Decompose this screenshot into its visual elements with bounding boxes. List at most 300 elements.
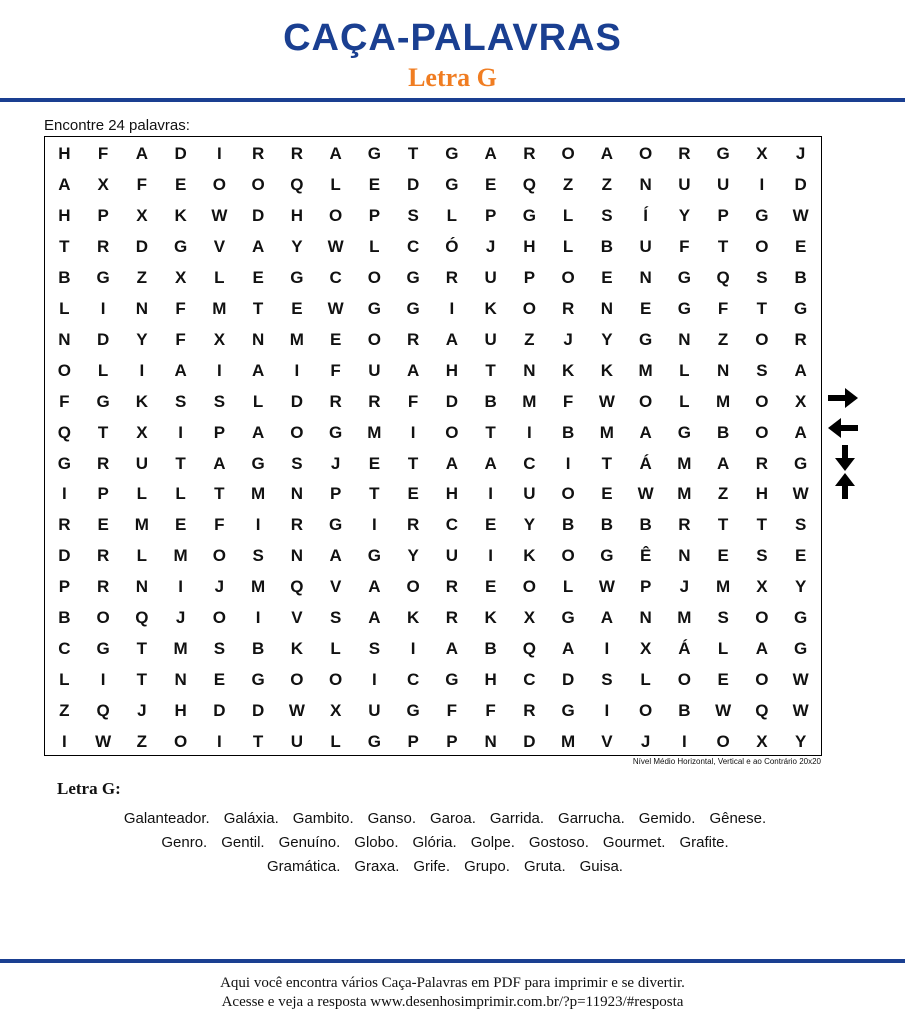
grid-cell: E (717, 546, 729, 566)
grid-cell: V (601, 732, 613, 752)
grid-cell: Á (639, 453, 652, 473)
grid-cell: A (484, 144, 497, 163)
grid-cell: O (251, 174, 265, 194)
grid-cell: L (59, 670, 70, 690)
grid-cell: O (755, 236, 769, 256)
page-title: CAÇA-PALAVRAS (283, 17, 622, 59)
grid-cell: I (759, 174, 765, 194)
grid-cell: R (445, 267, 459, 287)
grid-cell: T (252, 298, 264, 318)
grid-cell: P (523, 267, 536, 287)
grid-cell: A (561, 639, 575, 659)
grid-cell: O (174, 732, 188, 752)
grid-cell: G (639, 329, 653, 349)
grid-cell: N (523, 360, 536, 380)
grid-cell: G (445, 174, 459, 194)
grid-cell: X (329, 701, 342, 721)
grid-cell: Z (717, 484, 729, 504)
grid-cell: H (58, 144, 71, 163)
grid-cell: G (600, 546, 614, 566)
grid-cell: T (717, 236, 729, 256)
word-item: Graxa. (354, 858, 400, 875)
grid-cell: I (100, 670, 106, 690)
grid-cell: P (446, 732, 458, 752)
grid-cell: K (406, 608, 420, 628)
grid-cell: Q (755, 701, 769, 721)
grid-cell: G (716, 144, 730, 163)
grid-row (45, 200, 821, 231)
grid-row (45, 478, 821, 509)
grid-cell: J (175, 608, 186, 628)
word-item: Genuíno. (278, 834, 341, 851)
grid-cell: U (678, 174, 691, 194)
grid-row (45, 324, 821, 355)
word-item: Gramática. (267, 858, 341, 875)
grid-cell: X (756, 732, 768, 752)
grid-cell: H (445, 484, 459, 504)
grid-cell: E (213, 670, 226, 690)
grid-row (45, 664, 821, 695)
grid-cell: O (329, 205, 343, 225)
grid-cell: E (368, 174, 381, 194)
grid-cell: E (484, 577, 497, 597)
grid-cell: D (251, 701, 265, 721)
grid-cell: Q (290, 174, 304, 194)
grid-cell: Q (290, 577, 304, 597)
grid-cell: G (522, 205, 536, 225)
grid-cell: T (485, 360, 496, 380)
grid-cell: S (756, 360, 768, 380)
grid-cell: A (329, 546, 342, 566)
grid-cell: G (677, 298, 691, 318)
grid-cell: E (174, 515, 187, 535)
grid-cell: I (255, 608, 261, 628)
grid-cell: O (561, 144, 575, 163)
grid-cell: S (601, 670, 613, 690)
grid-cell: A (251, 422, 265, 442)
grid-cell: K (174, 205, 187, 225)
grid-cell: K (290, 639, 304, 659)
grid-cell: O (522, 577, 536, 597)
grid-cell: L (252, 391, 264, 411)
grid-cell: P (213, 422, 226, 442)
grid-cell: G (794, 453, 808, 473)
grid-cell: O (755, 422, 769, 442)
grid-cell: S (329, 608, 342, 628)
grid-cell: E (601, 484, 613, 504)
grid-cell: A (251, 236, 265, 256)
grid-cell: O (329, 670, 343, 690)
grid-cell: O (561, 267, 575, 287)
grid-cell: P (407, 732, 419, 752)
grid-cell: E (291, 298, 303, 318)
grid-cell: S (368, 639, 381, 659)
grid-cell: O (755, 329, 769, 349)
grid-cell: C (58, 639, 71, 659)
grid-cell: G (406, 701, 420, 721)
grid-cell: G (329, 422, 343, 442)
grid-cell: A (794, 422, 807, 442)
grid-cell: S (407, 205, 419, 225)
grid-cell: A (406, 360, 420, 380)
grid-cell: M (716, 577, 731, 597)
grid-cell: N (639, 174, 652, 194)
grid-cell: M (251, 484, 266, 504)
grid-cell: I (178, 577, 183, 597)
grid-cell: G (794, 298, 808, 318)
grid-cell: L (97, 360, 109, 380)
grid-cell: O (755, 670, 769, 690)
grid-cell: F (407, 391, 419, 411)
grid-cell: E (639, 298, 652, 318)
grid-cell: W (792, 670, 809, 690)
grid-cell: P (484, 205, 497, 225)
grid-cell: O (755, 608, 769, 628)
grid-cell: R (96, 236, 110, 256)
grid-cell: E (329, 329, 342, 349)
grid-cell: P (717, 205, 729, 225)
grid-cell: T (175, 453, 186, 473)
grid-cell: K (600, 360, 614, 380)
grid-cell: S (717, 608, 729, 628)
grid-row (45, 695, 821, 726)
grid-cell: L (136, 484, 148, 504)
grid-cell: A (445, 329, 459, 349)
grid-cell: N (716, 360, 730, 380)
grid-cell: O (96, 608, 110, 628)
grid-cell: W (327, 298, 344, 318)
grid-row (45, 571, 821, 602)
grid-cell: M (716, 391, 731, 411)
grid-cell: A (368, 577, 381, 597)
grid-cell: X (523, 608, 536, 628)
grid-cell: F (59, 391, 70, 411)
grid-cell: D (174, 144, 187, 163)
grid-cell: E (252, 267, 264, 287)
grid-cell: D (794, 174, 807, 194)
grid-cell: I (410, 639, 416, 659)
grid-cell: Y (794, 732, 807, 752)
grid-cell: Y (136, 329, 148, 349)
grid-row (45, 386, 821, 417)
grid-cell: C (406, 670, 420, 690)
grid-cell: T (252, 732, 264, 752)
grid-cell: P (97, 205, 109, 225)
grid-cell: F (679, 236, 690, 256)
grid-cell: E (97, 515, 109, 535)
grid-cell: F (214, 515, 225, 535)
grid-cell: U (484, 267, 497, 287)
grid-cell: Q (522, 174, 536, 194)
word-item: Guisa. (579, 858, 623, 875)
grid-cell: S (213, 639, 226, 659)
grid-cell: I (217, 360, 222, 380)
grid-cell: D (523, 732, 536, 752)
grid-cell: X (213, 329, 226, 349)
grid-cell: X (97, 174, 109, 194)
grid-row (45, 602, 821, 633)
grid-cell: Í (643, 205, 648, 225)
grid-cell: R (96, 577, 110, 597)
grid-cell: B (716, 422, 730, 442)
grid-cell: K (561, 360, 575, 380)
grid-cell: I (139, 360, 145, 380)
grid-cell: M (677, 453, 692, 473)
grid-cell: L (562, 205, 574, 225)
grid-cell: N (135, 577, 149, 597)
word-item: Gambito. (292, 810, 354, 827)
word-item: Garoa. (430, 810, 476, 827)
grid-cell: M (638, 360, 653, 380)
grid-cell: S (756, 267, 768, 287)
grid-cell: O (290, 670, 304, 690)
grid-cell: A (484, 453, 497, 473)
grid-cell: Á (678, 639, 691, 659)
grid-cell: X (639, 639, 652, 659)
grid-cell: M (173, 639, 188, 659)
word-item: Glória. (412, 834, 457, 851)
grid-cell: U (716, 174, 730, 194)
grid-row (45, 509, 821, 540)
footer-line-2: Acesse e veja a resposta www.desenhosimprimir.com.br/?p=11923/#resposta (221, 994, 684, 1010)
grid-cell: Q (716, 267, 730, 287)
grid-cell: K (135, 391, 149, 411)
grid-cell: U (523, 484, 536, 504)
bottom-divider (0, 959, 905, 963)
grid-cell: P (639, 577, 652, 597)
grid-cell: R (755, 453, 769, 473)
grid-cell: O (290, 422, 304, 442)
grid-row (45, 540, 821, 571)
grid-cell: R (290, 144, 304, 163)
grid-cell: R (251, 144, 265, 163)
grid-cell: L (446, 205, 458, 225)
grid-cell: L (330, 174, 341, 194)
grid-cell: I (100, 298, 106, 318)
grid-cell: S (291, 453, 303, 473)
grid-cell: T (407, 453, 419, 473)
grid-cell: A (329, 144, 342, 163)
grid-cell: I (217, 732, 222, 752)
grid-cell: L (562, 577, 574, 597)
grid-cell: W (327, 236, 344, 256)
grid-cell: U (135, 453, 149, 473)
grid-cell: I (527, 422, 532, 442)
grid-cell: P (58, 577, 71, 597)
grid-cell: V (329, 577, 342, 597)
grid-cell: G (96, 267, 110, 287)
grid-cell: E (407, 484, 419, 504)
grid-cell: M (561, 732, 576, 752)
grid-cell: G (96, 391, 110, 411)
grid-cell: E (794, 546, 807, 566)
grid-cell: W (288, 701, 305, 721)
grid-cell: M (134, 515, 149, 535)
grid-cell: O (445, 422, 459, 442)
grid-cell: C (523, 670, 536, 690)
grid-row (45, 262, 821, 293)
grid-cell: H (290, 205, 304, 225)
grid-cell: O (561, 484, 575, 504)
grid-cell: I (62, 484, 67, 504)
grid-cell: J (485, 236, 496, 256)
grid-cell: N (600, 298, 614, 318)
grid-cell: L (640, 670, 651, 690)
grid-cell: O (677, 670, 691, 690)
grid-cell: A (213, 453, 226, 473)
grid-cell: G (794, 639, 808, 659)
grid-cell: R (678, 144, 691, 163)
grid-cell: Z (136, 267, 148, 287)
grid-cell: H (174, 701, 187, 721)
grid-cell: O (57, 360, 71, 380)
word-item: Ganso. (367, 810, 416, 827)
arrow-down-icon (834, 444, 856, 472)
grid-cell: J (214, 577, 225, 597)
grid-cell: B (251, 639, 265, 659)
grid-row (45, 417, 821, 448)
grid-cell: B (484, 639, 497, 659)
grid-cell: N (639, 267, 652, 287)
grid-cell: D (58, 546, 71, 566)
grid-cell: Q (135, 608, 149, 628)
grid-cell: E (174, 174, 187, 194)
grid-cell: R (290, 515, 304, 535)
word-list-heading: Letra G: (57, 779, 121, 798)
grid-cell: Q (96, 701, 110, 721)
grid-cell: T (407, 144, 419, 163)
grid-cell: A (445, 453, 459, 473)
grid-row (45, 231, 821, 262)
grid-cell: L (562, 236, 574, 256)
grid-cell: I (217, 144, 222, 163)
grid-cell: Z (717, 329, 729, 349)
grid-cell: O (367, 267, 381, 287)
grid-cell: F (562, 391, 574, 411)
grid-cell: H (523, 236, 536, 256)
grid-cell: C (329, 267, 342, 287)
grid-cell: W (95, 732, 112, 752)
grid-cell: O (212, 546, 226, 566)
grid-cell: G (677, 267, 691, 287)
grid-cell: M (522, 391, 537, 411)
grid-cell: N (639, 608, 652, 628)
grid-cell: O (639, 391, 653, 411)
grid-cell: J (563, 329, 573, 349)
grid-cell: H (445, 360, 459, 380)
grid-cell: G (794, 608, 808, 628)
grid-cell: S (174, 391, 187, 411)
grid-cell: Y (407, 546, 419, 566)
grid-cell: L (214, 267, 225, 287)
grid-cell: W (598, 391, 615, 411)
grid-cell: R (445, 608, 459, 628)
grid-cell: A (755, 639, 769, 659)
grid-cell: B (639, 515, 652, 535)
grid-cell: G (367, 546, 381, 566)
grid-cell: G (445, 144, 459, 163)
grid-cell: W (211, 205, 228, 225)
grid-cell: T (756, 298, 768, 318)
grid-cell: U (445, 546, 459, 566)
grid-cell: J (137, 701, 147, 721)
grid-cell: T (485, 422, 496, 442)
grid-cell: I (604, 639, 610, 659)
grid-cell: G (367, 732, 381, 752)
grid-cell: I (682, 732, 687, 752)
grid-row (45, 355, 821, 386)
grid-cell: G (251, 670, 265, 690)
grid-cell: E (794, 236, 807, 256)
grid-cell: O (561, 546, 575, 566)
grid-cell: G (561, 701, 575, 721)
grid-cell: M (212, 298, 227, 318)
grid-cell: Y (291, 236, 303, 256)
grid-cell: G (445, 670, 459, 690)
grid-cell: Z (524, 329, 535, 349)
grid-row (45, 633, 821, 664)
grid-cell: N (678, 546, 691, 566)
grid-cell: Ó (445, 236, 459, 256)
grid-cell: A (58, 174, 71, 194)
grid-cell: G (677, 422, 691, 442)
grid-cell: G (561, 608, 575, 628)
grid-cell: N (135, 298, 149, 318)
grid-cell: U (484, 329, 497, 349)
grid-cell: R (58, 515, 71, 535)
grid-cell: N (484, 732, 497, 752)
word-item: Golpe. (470, 834, 515, 851)
arrow-up-icon (834, 472, 856, 500)
grid-cell: I (449, 298, 455, 318)
grid-cell: X (756, 144, 768, 163)
word-item: Genro. (161, 834, 208, 851)
grid-row (45, 448, 821, 479)
grid-cell: P (97, 484, 109, 504)
grid-cell: O (522, 298, 536, 318)
page-subtitle: Letra G (408, 63, 497, 92)
grid-cell: F (446, 701, 458, 721)
grid-cell: I (565, 453, 571, 473)
grid-cell: R (561, 298, 575, 318)
grid-cell: R (96, 546, 110, 566)
grid-cell: J (679, 577, 690, 597)
word-item: Grafite. (679, 834, 729, 851)
grid-cell: G (367, 144, 381, 163)
grid-cell: L (330, 732, 341, 752)
word-search-grid (44, 136, 822, 756)
grid-cell: L (369, 236, 380, 256)
grid-cell: N (290, 546, 304, 566)
grid-cell: S (601, 205, 613, 225)
grid-cell: B (561, 422, 575, 442)
grid-cell: G (329, 515, 343, 535)
grid-cell: O (639, 701, 653, 721)
instruction-text: Encontre 24 palavras: (44, 117, 190, 134)
grid-cell: U (639, 236, 652, 256)
grid-cell: D (213, 701, 226, 721)
grid-cell: F (330, 360, 341, 380)
grid-cell: F (97, 144, 109, 163)
grid-cell: E (368, 453, 381, 473)
grid-cell: G (290, 267, 304, 287)
grid-cell: R (678, 515, 691, 535)
grid-cell: E (601, 267, 613, 287)
grid-cell: N (174, 670, 187, 690)
grid-cell: B (58, 267, 71, 287)
grid-cell: W (792, 205, 809, 225)
grid-cell: B (561, 515, 575, 535)
